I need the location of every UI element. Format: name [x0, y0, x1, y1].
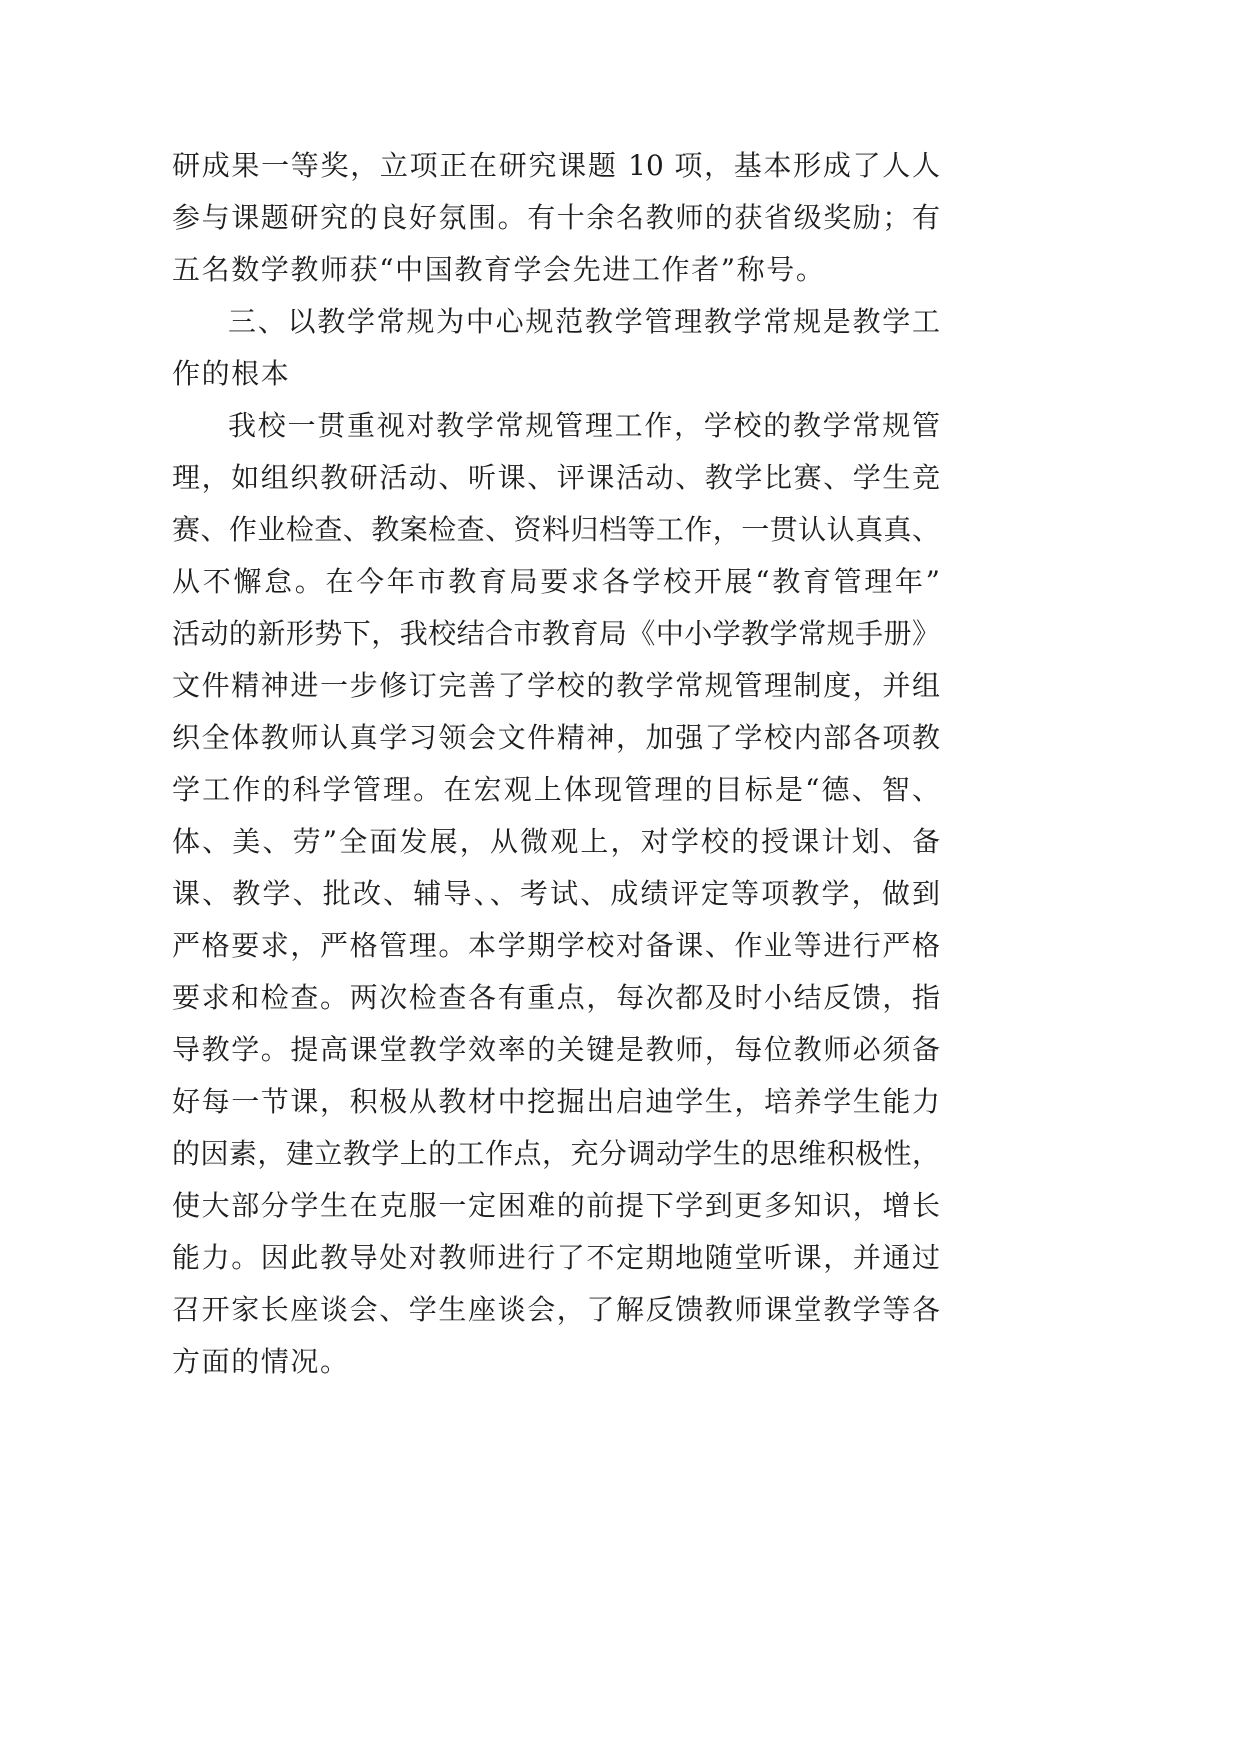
- text-line: 活动的新形势下，我校结合市教育局《中小学教学常规手册》: [172, 617, 940, 650]
- paragraph-body: [172, 400, 940, 1388]
- text-line: 研成果一等奖，立项正在研究课题 10 项，基本形成了人人: [172, 149, 940, 182]
- text-line: 织全体教师认真学习领会文件精神，加强了学校内部各项教: [172, 721, 940, 754]
- text-line: 好每一节课，积极从教材中挖掘出启迪学生，培养学生能力: [172, 1085, 940, 1118]
- text-line: 要求和检查。两次检查各有重点，每次都及时小结反馈，指: [172, 981, 940, 1014]
- text-line: 五名数学教师获“中国教育学会先进工作者”称号。: [172, 253, 826, 286]
- text-line: 我校一贯重视对教学常规管理工作，学校的教学常规管: [228, 409, 940, 442]
- text-line: 赛、作业检查、教案检查、资料归档等工作，一贯认认真真、: [172, 513, 940, 546]
- text-line: 学工作的科学管理。在宏观上体现管理的目标是“德、智、: [172, 773, 940, 806]
- text-line: 参与课题研究的良好氛围。有十余名教师的获省级奖励；有: [172, 201, 940, 234]
- document-body: [172, 140, 940, 1388]
- text-line: 使大部分学生在克服一定困难的前提下学到更多知识，增长: [172, 1189, 940, 1222]
- text-line: 理，如组织教研活动、听课、评课活动、教学比赛、学生竞: [172, 461, 940, 494]
- heading-line: 作的根本: [172, 357, 291, 390]
- text-line: 课、教学、批改、辅导、、考试、成绩评定等项教学，做到: [172, 877, 940, 910]
- text-line: 能力。因此教导处对教师进行了不定期地随堂听课，并通过: [172, 1241, 940, 1274]
- text-line: 召开家长座谈会、学生座谈会，了解反馈教师课堂教学等各: [172, 1293, 940, 1326]
- text-line: 的因素，建立教学上的工作点，充分调动学生的思维积极性，: [172, 1137, 940, 1170]
- text-line: 体、美、劳”全面发展，从微观上，对学校的授课计划、备: [172, 825, 940, 858]
- text-line: 从不懈怠。在今年市教育局要求各学校开展“教育管理年”: [172, 565, 940, 598]
- section-heading: [172, 296, 940, 400]
- heading-line: 三、以教学常规为中心规范教学管理教学常规是教学工: [228, 305, 940, 338]
- text-line: 导教学。提高课堂教学效率的关键是教师，每位教师必须备: [172, 1033, 940, 1066]
- text-line: 方面的情况。: [172, 1345, 350, 1378]
- text-line: 严格要求，严格管理。本学期学校对备课、作业等进行严格: [172, 929, 940, 962]
- text-line: 文件精神进一步修订完善了学校的教学常规管理制度，并组: [172, 669, 940, 702]
- paragraph-continuation: [172, 140, 940, 296]
